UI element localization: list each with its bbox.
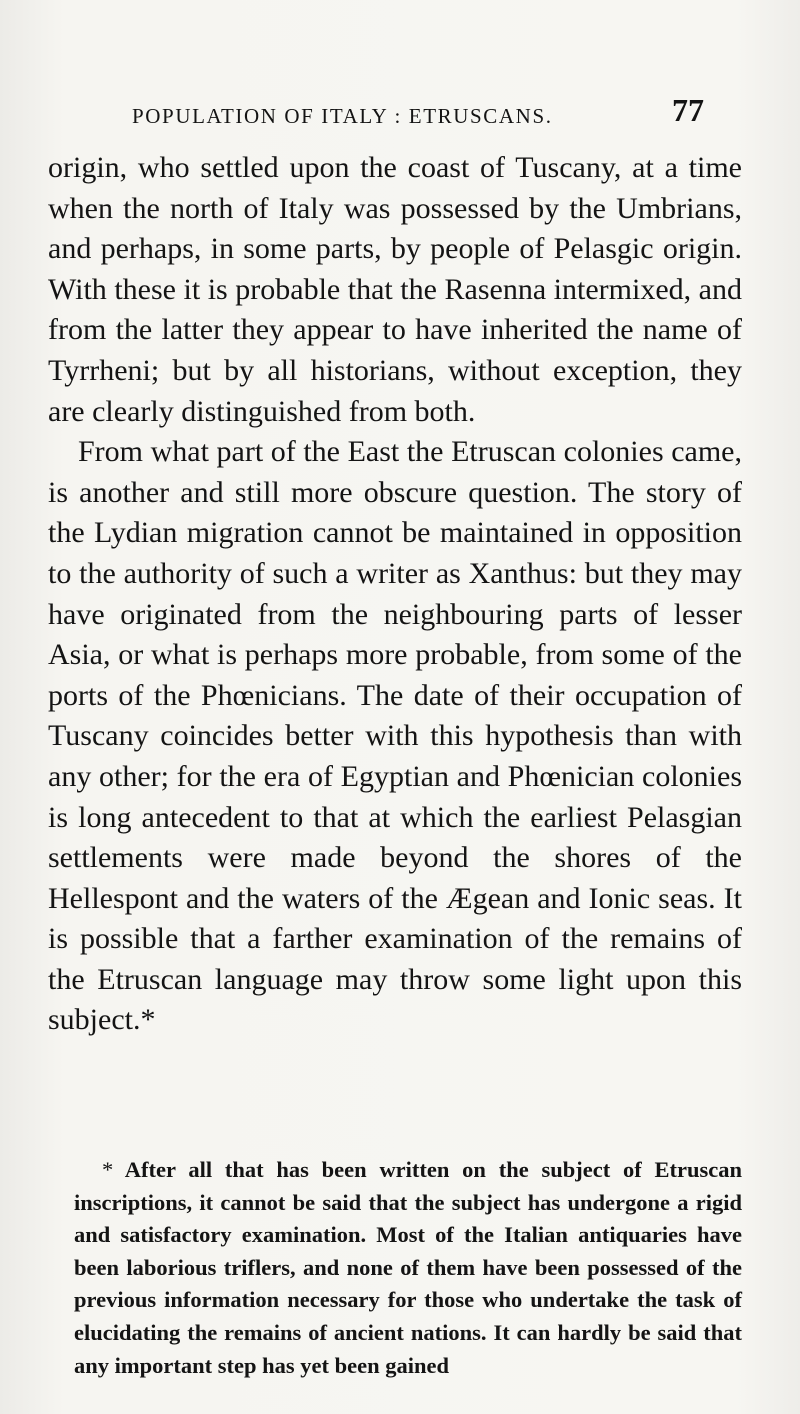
running-head: POPULATION OF ITALY : ETRUSCANS.	[132, 104, 553, 128]
footnote-text: After all that has been written on the subject of Etruscan inscriptions, it cannot be said that the subject has undergone a rigid and satisfactory examination. Most of the Italian antiquaries have been laborious triflers, and none of them have been possessed of the previous information necessary for those who undertake the task of elucidating the remains of ancient nations. It can hardly be said that any important step has yet been gained	[74, 1157, 742, 1378]
paragraph-continued: origin, who settled upon the coast of Tuscany, at a time when the north of Italy was possessed by the Umbrians, and perhaps, in some parts, by people of Pelasgic origin. With these it is probable that the Rasenna intermixed, and from the latter they appear to have inherited the name of Tyrrheni; but by all historians, without exception, they are clearly distinguished from both.	[48, 151, 742, 428]
paragraph-etruscan-origins: From what part of the East the Etruscan colonies came, is another and still more obscure question. The story of the Lydian migration cannot be maintained in opposition to the authority of such a writer as Xanthus: but they may have originated from the neighbouring parts of lesser Asia, or what is perhaps more probable, from some of the ports of the Phœnicians. The date of their occupation of Tuscany coincides better with this hypothesis than with any other; for the era of Egyptian and Phœnician colonies is long antecedent to that at which the earliest Pelasgian settlements were made beyond the shores of the Hellespont and the waters of the Ægean and Ionic seas. It is possible that a farther examination of the remains of the Etruscan language may throw some light upon this subject.*	[48, 435, 742, 1037]
page-header	[128, 92, 708, 132]
body-text	[48, 148, 742, 1041]
footnote-paragraph	[74, 1154, 742, 1382]
footnote	[74, 1154, 742, 1382]
page-number: 77	[672, 92, 704, 128]
footnote-marker: *	[102, 1157, 114, 1182]
